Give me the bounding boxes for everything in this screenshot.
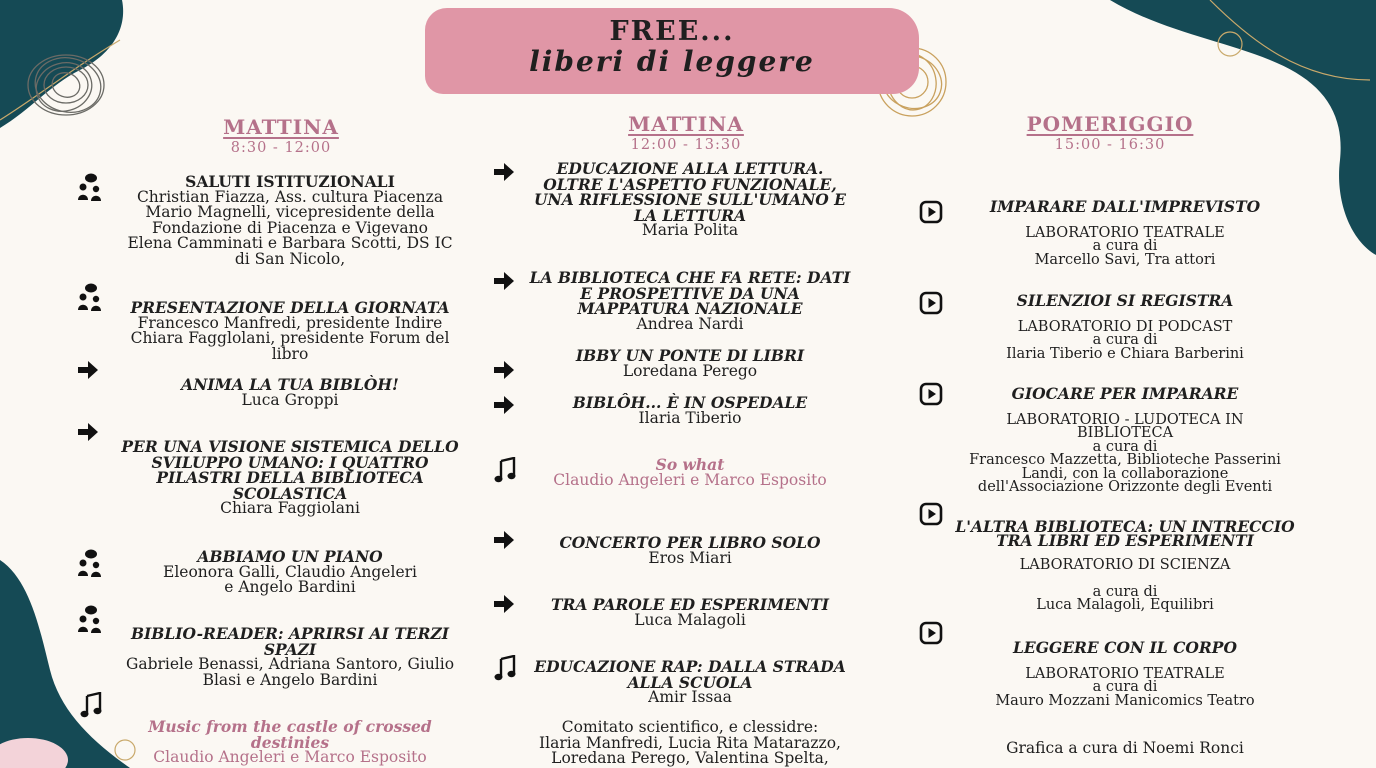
- item-title: GIOCARE PER IMPARARE: [1011, 384, 1239, 403]
- item-title: PILASTRI DELLA BIBLIOTECA: [156, 468, 424, 487]
- col2-item-tra-parole: [505, 597, 875, 628]
- committee-credits: [505, 720, 875, 767]
- speaker-line: Amir Issaa: [648, 688, 732, 706]
- item-title: E PROSPETTIVE DA UNA: [580, 283, 800, 303]
- play-button-icon: [919, 382, 943, 406]
- col3-item-giocare: [955, 386, 1295, 495]
- lab-line: Luca Malagoli, Equilibri: [1036, 597, 1214, 613]
- col2-item-ibby: [505, 348, 875, 379]
- lab-line: a cura di: [1092, 679, 1158, 695]
- item-title: SPAZI: [263, 639, 317, 659]
- col1-item-piano: [100, 549, 480, 596]
- item-title: MAPPATURA NAZIONALE: [577, 299, 803, 318]
- item-title: Music from the castle of crossed: [148, 717, 432, 736]
- col3-time: 15:00 - 16:30: [1054, 137, 1166, 153]
- speaker-line: di San Nicolo,: [234, 249, 346, 268]
- col1-item-biblio-reader: [100, 626, 480, 688]
- music-note-icon: [80, 692, 102, 720]
- committee-line: Loredana Perego, Valentina Spelta,: [551, 749, 829, 767]
- speaker-line: Eleonora Galli, Claudio Angeleri: [163, 562, 417, 581]
- item-title: TRA PAROLE ED ESPERIMENTI: [550, 595, 830, 614]
- item-title: SALUTI ISTITUZIONALI: [185, 172, 395, 191]
- lab-line: dell'Associazione Orizzonte degli Eventi: [977, 479, 1273, 495]
- item-title: BIBLIO-READER: APRIRSI AI TERZI: [130, 624, 450, 643]
- committee-line: Ilaria Manfredi, Lucia Rita Matarazzo,: [539, 733, 841, 752]
- col1-item-anima: [100, 377, 480, 408]
- item-title: LA LETTURA: [634, 205, 746, 225]
- col2-header: [586, 112, 786, 153]
- graphic-credit: [955, 741, 1295, 757]
- speaker-line: Ilaria Tiberio: [638, 408, 742, 427]
- col1-item-music-castle: [100, 719, 480, 766]
- speaker-line: Blasi e Angelo Bardini: [202, 670, 378, 689]
- item-title: SILENZIOI SI REGISTRA: [1016, 291, 1234, 310]
- lab-line: LABORATORIO TEATRALE: [1025, 224, 1225, 241]
- lab-line: LABORATORIO DI PODCAST: [1017, 318, 1233, 335]
- col2-time: 12:00 - 13:30: [630, 137, 742, 153]
- item-title: BIBLÔH... È IN OSPEDALE: [572, 393, 808, 412]
- col2-item-concerto: [505, 535, 875, 566]
- col3-item-leggere-corpo: [955, 640, 1295, 708]
- item-title: EDUCAZIONE ALLA LETTURA.: [556, 159, 824, 178]
- play-button-icon: [919, 502, 943, 526]
- item-title: PRESENTAZIONE DELLA GIORNATA: [130, 298, 450, 317]
- speaker-line: Maria Polita: [641, 221, 739, 239]
- col3-header: [1010, 112, 1210, 153]
- col3-heading: POMERIGGIO: [1026, 112, 1194, 136]
- lab-line: a cura di: [1092, 332, 1158, 348]
- play-button-icon: [919, 200, 943, 224]
- lab-line: LABORATORIO DI SCIENZA: [1019, 557, 1231, 573]
- lab-line: Marcello Savi, Tra attori: [1034, 251, 1216, 268]
- speaker-line: Claudio Angeleri e Marco Esposito: [153, 748, 427, 766]
- lab-line: BIBLIOTECA: [1076, 425, 1174, 441]
- lab-line: Landi, con la collaborazione: [1021, 465, 1229, 482]
- col2-heading: MATTINA: [628, 112, 744, 136]
- play-button-icon: [919, 291, 943, 315]
- col1-item-saluti: [100, 174, 480, 267]
- event-title-banner: [425, 8, 919, 94]
- lab-line: LABORATORIO TEATRALE: [1025, 665, 1225, 682]
- col1-item-presentazione: [100, 300, 480, 362]
- col2-item-biblioteca-rete: [505, 270, 875, 332]
- title-line-1: FREE...: [609, 16, 735, 47]
- speaker-line: libro: [271, 344, 309, 363]
- col3-item-silenzio: [955, 293, 1295, 361]
- item-title: PER UNA VISIONE SISTEMICA DELLO: [121, 437, 459, 456]
- speaker-line: Francesco Manfredi, presidente Indire: [137, 313, 443, 332]
- col2-item-educazione-lettura: [505, 161, 875, 239]
- speaker-line: Mario Magnelli, vicepresidente della: [145, 203, 435, 221]
- speaker-line: Eros Miari: [648, 548, 732, 567]
- item-title: LEGGERE CON IL CORPO: [1013, 638, 1237, 657]
- lab-line: LABORATORIO - LUDOTECA IN: [1006, 411, 1244, 428]
- col1-header: [181, 115, 381, 156]
- scribble-circle-gray: [18, 45, 114, 125]
- lab-line: Francesco Mazzetta, Biblioteche Passerini: [969, 452, 1281, 468]
- col3-item-altra-biblioteca: [955, 517, 1295, 613]
- speaker-line: Andrea Nardi: [636, 314, 744, 333]
- item-title: destinies: [250, 732, 330, 752]
- col1-heading: MATTINA: [223, 115, 339, 139]
- speaker-line: Luca Malagoli: [634, 610, 746, 629]
- col1-item-visione: [100, 439, 480, 517]
- speaker-line: Chiara Faggiolani: [220, 499, 360, 517]
- speaker-line: Claudio Angeleri e Marco Esposito: [553, 470, 827, 489]
- lab-line: a cura di: [1092, 583, 1158, 600]
- item-title: So what: [655, 455, 725, 474]
- col3-item-imprevisto: [955, 199, 1295, 267]
- item-title: UNA RIFLESSIONE SULL'UMANO E: [534, 190, 846, 209]
- speaker-line: Elena Camminati e Barbara Scotti, DS IC: [127, 234, 453, 252]
- item-title: L'ALTRA BIBLIOTECA: UN INTRECCIO: [955, 517, 1295, 536]
- item-title: EDUCAZIONE RAP: DALLA STRADA: [534, 657, 846, 676]
- speaker-line: Chiara Fagglolani, presidente Forum del: [130, 329, 450, 347]
- item-title: ABBIAMO UN PIANO: [197, 547, 383, 566]
- arrow-right-icon: [78, 423, 98, 441]
- item-title: SVILUPPO UMANO: I QUATTRO: [151, 452, 429, 472]
- speaker-line: Luca Groppi: [241, 390, 339, 409]
- item-title: SCOLASTICA: [232, 483, 348, 503]
- item-title: ALLA SCUOLA: [627, 672, 753, 692]
- item-title: CONCERTO PER LIBRO SOLO: [559, 533, 821, 552]
- speaker-line: Fondazione di Piacenza e Vigevano: [152, 218, 428, 237]
- col2-item-ospedale: [505, 395, 875, 426]
- speaker-line: e Angelo Bardini: [224, 578, 356, 596]
- lab-line: Mauro Mozzani Manicomics Teatro: [995, 692, 1255, 709]
- item-title: OLTRE L'ASPETTO FUNZIONALE,: [543, 174, 837, 194]
- col2-item-so-what: [505, 457, 875, 488]
- lab-line: Ilaria Tiberio e Chiara Barberini: [1006, 345, 1244, 362]
- lab-line: a cura di: [1092, 438, 1158, 455]
- credit-line: Grafica a cura di Noemi Ronci: [1006, 739, 1244, 757]
- item-title: LA BIBLIOTECA CHE FA RETE: DATI: [529, 268, 851, 287]
- col2-item-rap: [505, 659, 875, 706]
- arrow-right-icon: [78, 361, 98, 379]
- speaker-line: Christian Fiazza, Ass. cultura Piacenza: [136, 187, 444, 206]
- item-title: IMPARARE DALL'IMPREVISTO: [989, 197, 1261, 216]
- title-line-2: liberi di leggere: [529, 45, 815, 78]
- item-title: ANIMA LA TUA BIBLÒH!: [181, 375, 399, 394]
- item-title: IBBY UN PONTE DI LIBRI: [575, 346, 805, 365]
- item-title: TRA LIBRI ED ESPERIMENTI: [996, 530, 1254, 550]
- committee-line: Comitato scientifico, e clessidre:: [561, 718, 819, 736]
- play-button-icon: [919, 621, 943, 645]
- col1-time: 8:30 - 12:00: [230, 140, 332, 156]
- speaker-line: Gabriele Benassi, Adriana Santoro, Giulio: [125, 655, 455, 673]
- lab-line: a cura di: [1092, 238, 1158, 254]
- speaker-line: Loredana Perego: [622, 361, 758, 380]
